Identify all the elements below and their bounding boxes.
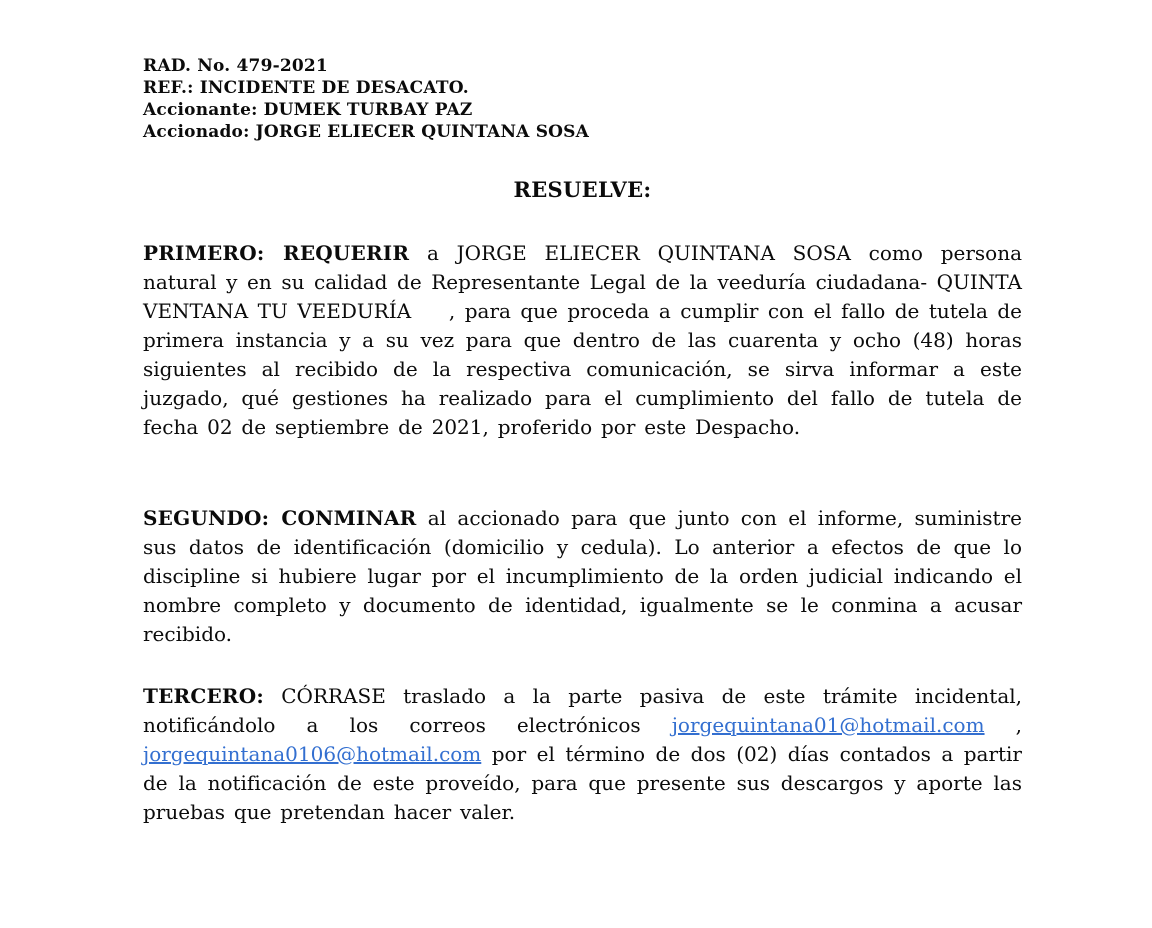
header-ref: REF.: INCIDENTE DE DESACATO. (143, 78, 469, 98)
email-link[interactable]: jorgequintana01@hotmail.com (671, 713, 985, 737)
paragraph-text: , (984, 713, 1022, 737)
paragraph-lead: TERCERO: (143, 684, 264, 708)
header-accionante: Accionante: DUMEK TURBAY PAZ (143, 100, 473, 120)
paragraph-text: a JORGE ELIECER QUINTANA SOSA como persona natural y en su calidad de Representante Legal de la veeduría ciudadana- QUINTA VENTANA TU VEEDURÍA , para que proceda a cumplir con el fallo de tutela de primera instancia y a su vez para que dentro de las cuarenta y ocho (48) horas siguientes al recibido de la respectiva comunicación, se sirva informar a este juzgado, qué gestiones ha realizado para el cumplimiento del fallo de tutela de fecha 02 de septiembre de 2021, proferido por este Despacho. (143, 241, 1022, 439)
header-rad-number: RAD. No. 479-2021 (143, 56, 328, 76)
email-link[interactable]: jorgequintana0106@hotmail.com (143, 742, 482, 766)
paragraph-primero (143, 239, 1022, 442)
paragraph-lead: SEGUNDO: CONMINAR (143, 506, 417, 530)
header-accionado: Accionado: JORGE ELIECER QUINTANA SOSA (143, 122, 590, 142)
paragraph-text: CÓRRASE traslado a la parte pasiva de este trámite incidental, notificándolo a los correos electrónicos (143, 684, 1022, 737)
paragraph-text: por el término de dos (02) días contados a partir de la notificación de este proveído, para que presente sus descargos y aporte las pruebas que pretendan hacer valer. (143, 742, 1022, 824)
document-body (143, 239, 1022, 827)
paragraph-lead: PRIMERO: REQUERIR (143, 241, 410, 265)
resolution-heading: RESUELVE: (513, 177, 652, 202)
document-header (143, 55, 1022, 143)
paragraph-text: al accionado para que junto con el informe, suministre sus datos de identificación (domicilio y cedula). Lo anterior a efectos de que lo discipline si hubiere lugar por el incumplimiento de la orden judicial indicando el nombre completo y documento de identidad, igualmente se le conmina a acusar recibido. (143, 506, 1022, 646)
paragraph-segundo (143, 504, 1022, 649)
paragraph-tercero (143, 682, 1022, 827)
